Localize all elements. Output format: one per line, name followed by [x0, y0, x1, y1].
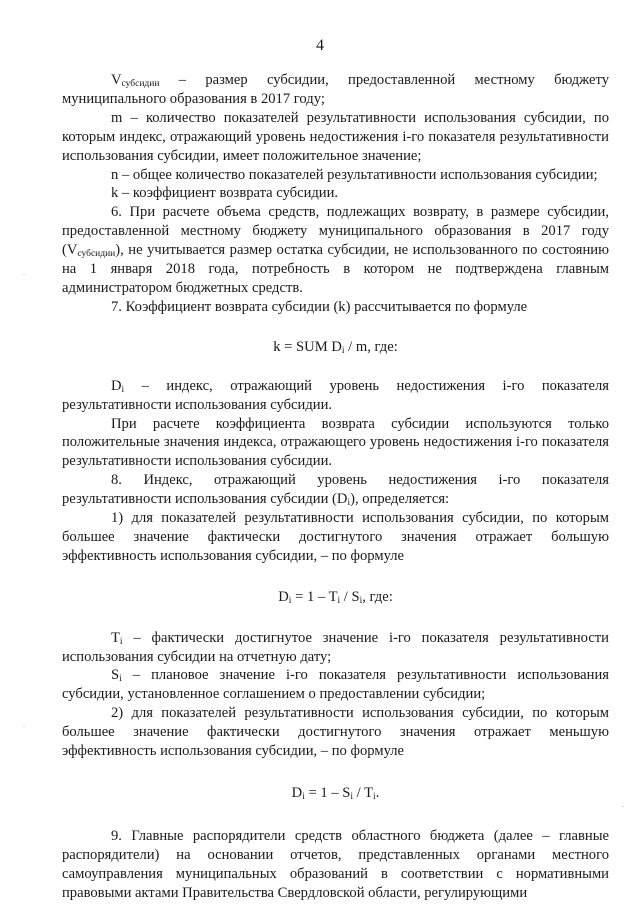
page-number: 4	[316, 37, 324, 54]
paragraph-k-definition: k – коэффициент возврата субсидии.	[111, 185, 339, 202]
paragraph-case-2: 2) для показателей результативности использования субсидии, по которым большее значение фактически достигнутого значения отражает меньшую эффективность использования субсидии, – по формуле	[62, 705, 609, 760]
paragraph-d-definition: $D_i$ – индекс, отражающий уровень недостижения i-го показателя результативности использования субсидии.	[62, 377, 609, 413]
formula-k: k = SUM $D_i$ / m, где:	[273, 338, 398, 356]
scan-mark: .	[622, 800, 624, 809]
paragraph-item-9: 9. Главные распорядители средств областного бюджета (далее – главные распорядители) на основании отчетов, представленных органами местного самоуправления муниципальных образований в соответствии с нормативными правовыми актами Правительства Свердловской области, регулирующими	[62, 827, 609, 901]
paragraph-positive-values: При расчете коэффициента возврата субсидии используются только положительные значения индекса, отражающего уровень недостижения i-го показателя результативности использования субсидии.	[62, 415, 609, 470]
paragraph-s-definition: $S_i$ – плановое значение i-го показателя результативности использования субсидии, установленное соглашением о предоставлении субсидии;	[62, 667, 609, 703]
paragraph-n-definition: n – общее количество показателей результативности использования субсидии;	[111, 166, 598, 183]
paragraph-item-7: 7. Коэффициент возврата субсидии (k) рассчитывается по формуле	[111, 298, 528, 315]
formula-d-case-2: $D_i = 1 - S_i / T_i$.	[291, 785, 380, 802]
paragraph-case-1: 1) для показателей результативности использования субсидии, по которым большее значение фактически достигнутого значения отражает большую эффективность использования субсидии, – по формуле	[62, 510, 609, 564]
scan-mark: .	[23, 720, 25, 729]
formula-d-case-1: $D_i = 1 - T_i / S_i$, где:	[278, 588, 393, 606]
paragraph-m-definition: m – количество показателей результативности использования субсидии, по которым индекс, отражающий уровень недостижения i-го показателя результативности использования субсидии, имеет положительное значение;	[62, 109, 609, 164]
scan-mark: .	[23, 268, 25, 277]
paragraph-item-8: 8. Индекс, отражающий уровень недостижения i-го показателя результативности использования субсидии $(D_i)$, определяется:	[62, 472, 609, 509]
paragraph-t-definition: $T_i$ – фактически достигнутое значение i-го показателя результативности использования субсидии на отчетную дату;	[62, 629, 609, 665]
document-body	[62, 71, 609, 903]
paragraph-v-subsidy: $V_{субсидии}$ – размер субсидии, предоставленной местному бюджету муниципального образования в 2017 году;	[62, 72, 609, 107]
paragraph-item-6: 6. При расчете объема средств, подлежащих возврату, в размере субсидии, предоставленной местному бюджету муниципального образования в 2017 году $(V_{субсидии})$, не учитывается размер остатка субсидии, не использованного по состоянию на 1 января 2018 года, потребность в котором не подтверждена главным администратором бюджетных средств.	[62, 204, 609, 296]
